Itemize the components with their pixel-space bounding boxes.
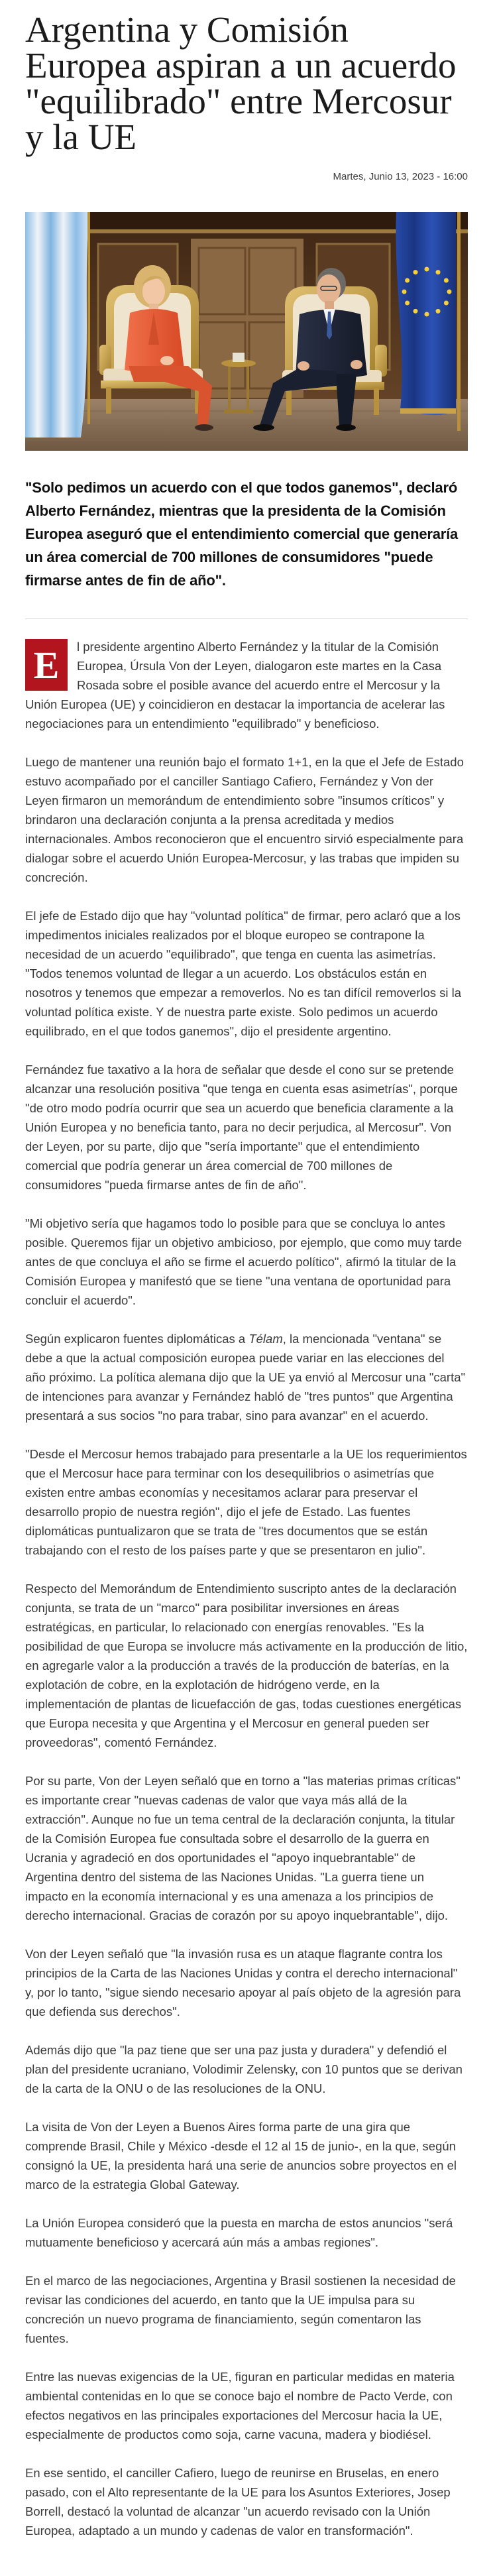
article-paragraph: Además dijo que "la paz tiene que ser una paz justa y duradera" y defendió el plan del presidente ucraniano, Volodimir Zelensky, con 10 puntos que se derivan de la carta de la ONU o de las resoluciones de la ONU. — [25, 2043, 463, 2095]
article-container — [25, 9, 468, 2540]
article-paragraph: La Unión Europea consideró que la puesta en marcha de estos anuncios "será mutuamente beneficioso y acercará aún más a ambas regiones". — [25, 2216, 453, 2249]
article-paragraph: El jefe de Estado dijo que hay "voluntad política" de firmar, pero aclaró que a los impedimentos iniciales realizados por el bloque europeo se contrapone la necesidad de un acuerdo "equilibrado", que tenga en cuenta las asimetrías. "Todos tenemos voluntad de llegar a un acuerdo. Los obstáculos están en nosotros y tenemos que empezar a removerlos. No es tan difícil removerlos si la voluntad política existe. Y de nuestra parte existe. Solo pedimos un acuerdo equilibrado, en el que todos ganemos", dijo el presidente argentino. — [25, 909, 462, 1038]
article-paragraph-first — [25, 637, 468, 733]
article-body — [25, 637, 468, 2540]
lead-divider — [25, 618, 468, 619]
article-photo — [25, 212, 468, 451]
article-paragraph: Von der Leyen señaló que "la invasión rusa es un ataque flagrante contra los principios de la Carta de las Naciones Unidas y contra el derecho internacional" y, por lo tanto, "sigue siendo necesario apoyar al país objeto de la agresión para que defienda sus derechos". — [25, 1947, 461, 2019]
news-agency-name: Télam — [248, 1332, 283, 1346]
publish-date: Martes, Junio 13, 2023 - 16:00 — [333, 171, 468, 182]
paragraph-text: Según explicaron fuentes diplomáticas a — [25, 1332, 249, 1346]
article-paragraph: Fernández fue taxativo a la hora de señalar que desde el cono sur se pretende alcanzar una resolución positiva "que tenga en cuenta esas asimetrías", porque "de otro modo podría ocurrir que sea un acuerdo que beneficia claramente a la Unión Europea y no beneficia tanto, para no decir perjudica, al Mercosur". Von der Leyen, por su parte, dijo que "sería importante" que el entendimiento comercial que podría generar un área comercial de 700 millones de consumidores "pueda firmarse antes de fin de año". — [25, 1063, 458, 1192]
article-paragraph: En ese sentido, el canciller Cafiero, luego de reunirse en Bruselas, en enero pasado, con el Alto representante de la UE para los Asuntos Exteriores, Josep Borrell, destacó la voluntad de alcanzar "un acuerdo revisado con la Unión Europea, adaptado a un mundo y cadenas de valor en transformación". — [25, 2466, 451, 2538]
article-paragraph: Luego de mantener una reunión bajo el formato 1+1, en la que el Jefe de Estado estuvo acompañado por el canciller Santiago Cafiero, Fernández y Von der Leyen firmaron un memorándum de entendimiento sobre "insumos críticos" y brindaron una declaración conjunta a la prensa acreditada y medios internacionales. Ambos reconocieron que el encuentro sirvió especialmente para dialogar sobre el acuerdo Unión Europea-Mercosur, y las trabas que impiden su concreción. — [25, 755, 464, 884]
article-paragraph: "Desde el Mercosur hemos trabajado para presentarle a la UE los requerimientos que el Mercosur hace para terminar con los desequilibrios o asimetrías que existen entre ambas economías y necesitamos aclarar para preservar el desarrollo propio de nuestra región", dijo el jefe de Estado. Las fuentes diplomáticas puntualizaron que se trata de "tres documentos que se están trabajando con el resto de los países parte y que se presentaron en julio". — [25, 1447, 467, 1557]
article-paragraph — [25, 1329, 468, 1425]
article-paragraph: Respecto del Memorándum de Entendimiento suscripto antes de la declaración conjunta, se trata de un "marco" para posibilitar inversiones en áreas estratégicas, en particular, lo relacionado con energías renovables. "Es la posibilidad de que Europa se involucre más activamente en la producción de litio, en agregarle valor a la producción a través de la producción de baterías, en la explotación de cobre, en la explotación de hidrógeno verde, en la implementación de plantas de licuefacción de gas, todas cuestiones energéticas que Europa necesita y que Argentina y el Mercosur en general pueden ser proveedoras", comentó Fernández. — [25, 1582, 468, 1749]
paragraph-text: l presidente argentino Alberto Fernández y la titular de la Comisión Europea, Úrsula Von der Leyen, dialogaron este martes en la Casa Rosada sobre el posible avance del acuerdo entre el Mercosur y la Unión Europea (UE) y coincidieron en destacar la importancia de acelerar las negociaciones para un entendimiento "equilibrado" y beneficioso. — [25, 640, 445, 731]
article-title: Argentina y Comisión Europea aspiran a un acuerdo "equilibrado" entre Mercosur y la UE — [25, 9, 457, 157]
article-paragraph: Entre las nuevas exigencias de la UE, figuran en particular medidas en materia ambiental contenidas en lo que se conoce bajo el nombre de Pacto Verde, con efectos negativos en las principales exportaciones del Mercosur hacia la UE, especialmente de productos como soja, carne vacuna, madera y biodiésel. — [25, 2370, 455, 2441]
paragraph-text: , la mencionada "ventana" se debe a que la actual composición europea puede variar en las elecciones del año próximo. La política alemana dijo que la UE ya envió al Mercosur una "carta" de intenciones para avanzar y Fernández habló de "tres puntos" que Argentina presentará a sus socios "no para trabar, sino para avanzar" en el acuerdo. — [25, 1332, 466, 1423]
article-lead: "Solo pedimos un acuerdo con el que todos ganemos", declaró Alberto Fernández, mientras que la presidenta de la Comisión Europea aseguró que el entendimiento comercial que generaría un área comercial de 700 millones de consumidores "puede firmarse antes de fin de año". — [25, 479, 459, 589]
article-paragraph: En el marco de las negociaciones, Argentina y Brasil sostienen la necesidad de revisar las condiciones del acuerdo, en tanto que la UE impulsa para su concreción un nuevo programa de financiamiento, según comentaron las fuentes. — [25, 2274, 456, 2345]
argentina-flag — [25, 212, 90, 438]
article-paragraph: "Mi objetivo sería que hagamos todo lo posible para que se concluya lo antes posible. Queremos fijar un objetivo ambicioso, por ejemplo, que como muy tarde antes de que concluya el año se firme el acuerdo político", afirmó la titular de la Comisión Europea y manifestó que se tiene "una ventana de oportunidad para concluir el acuerdo". — [25, 1216, 463, 1307]
article-paragraph: Por su parte, Von der Leyen señaló que en torno a "las materias primas críticas" es importante crear "nuevas cadenas de valor que vaya más allá de la extracción". Aunque no fue un tema central de la declaración conjunta, la titular de la Comisión Europea fue consultada sobre el desarrollo de la guerra en Ucrania y agradeció en dos oportunidades el "apoyo inquebrantable" de Argentina dentro del sistema de las Naciones Unidas. "La guerra tiene un impacto en la economía internacional y es una amenaza a los principios de derecho internacional. Gracias de corazón por su apoyo inquebrantable", dijo. — [25, 1774, 461, 1922]
drop-cap: E — [25, 639, 68, 691]
eu-flag — [396, 212, 461, 431]
article-paragraph: La visita de Von der Leyen a Buenos Aires forma parte de una gira que comprende Brasil, Chile y México -desde el 12 al 15 de junio-, en la que, según consignó la UE, la presidenta hará una serie de anuncios sobre proyectos en el marco de la estrategia Global Gateway. — [25, 2120, 457, 2192]
